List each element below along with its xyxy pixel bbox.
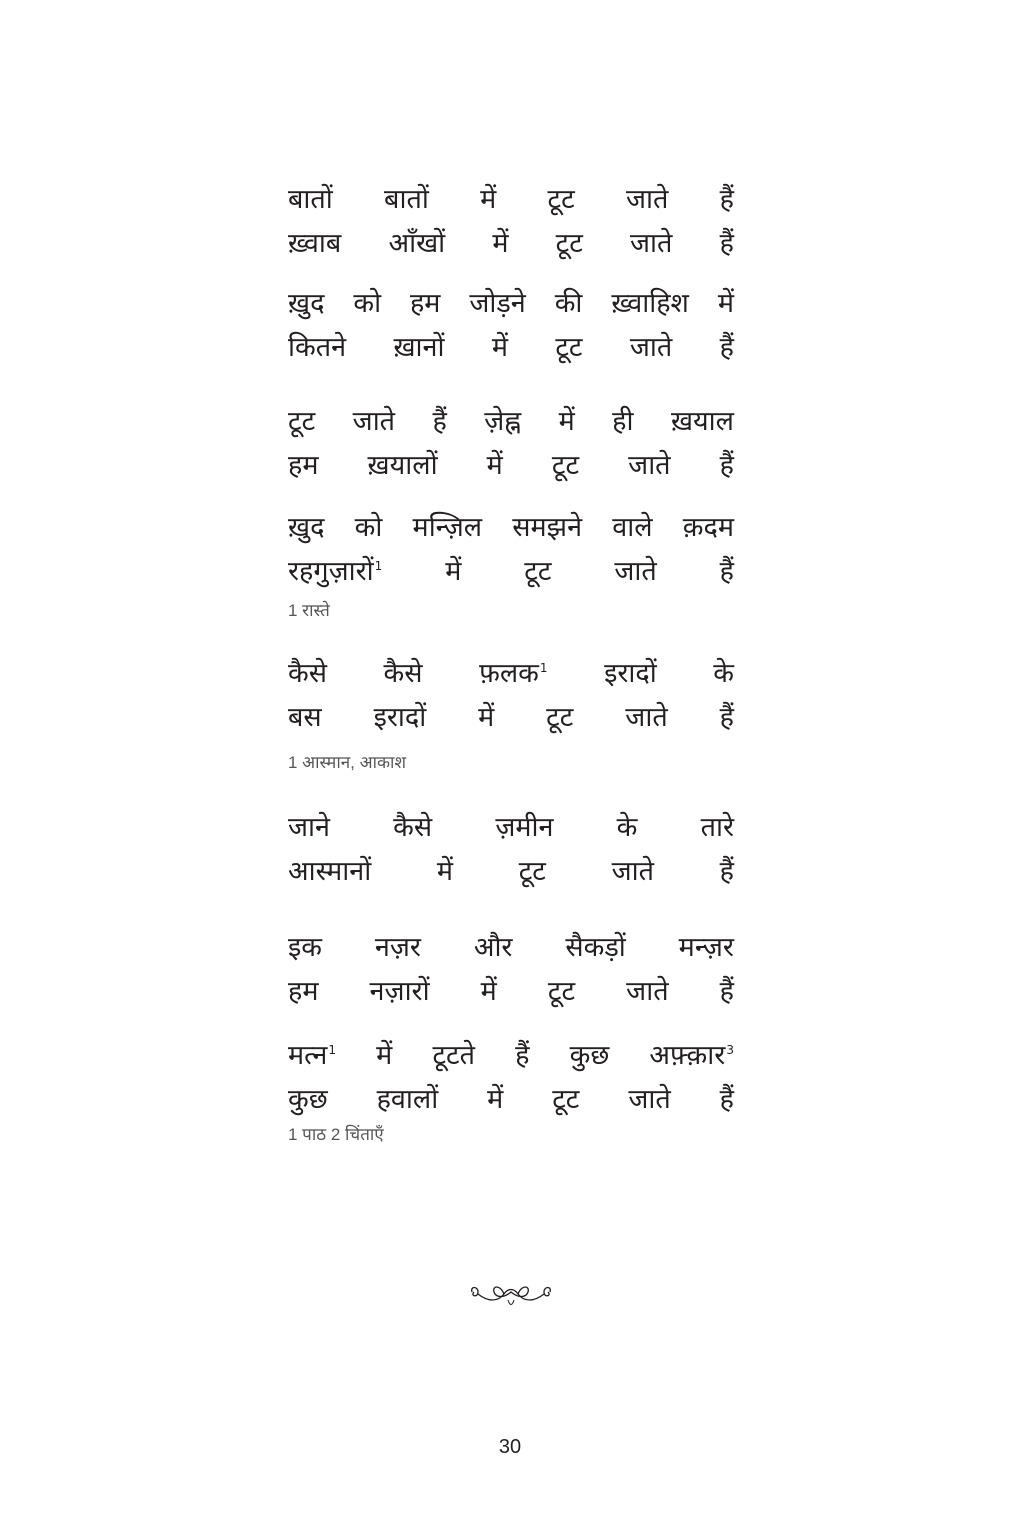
verse-word: टूटते [432, 1040, 476, 1071]
verse-line [288, 506, 734, 550]
verse-line [288, 850, 734, 894]
verse-word: हैं [719, 184, 734, 215]
verse-word: टूट [551, 450, 580, 481]
verse-word: ख़्वाहिश [611, 288, 689, 319]
verse-word: रहगुज़ारों$^1$ [288, 556, 383, 587]
verse-word: ख़ुद [288, 288, 325, 319]
verse-line [288, 400, 734, 444]
stanza [288, 506, 734, 624]
verse-word: जाते [625, 184, 669, 215]
verse-word: बातों [384, 184, 429, 215]
stanza [288, 282, 734, 370]
verse-word: को [354, 512, 383, 543]
verse-word: हैं [432, 406, 447, 437]
verse-word: इरादों [604, 658, 657, 689]
footnote: 1 पाठ 2 चिंताएँ [288, 1125, 384, 1144]
verse-word: टूट [547, 976, 576, 1007]
verse-word: ही [612, 406, 634, 437]
verse-word: जाने [288, 812, 331, 843]
verse-line [288, 1078, 734, 1122]
verse-word: में [478, 702, 495, 733]
verse-word: जाते [614, 556, 657, 587]
verse-word: में [445, 556, 462, 587]
stanza [288, 926, 734, 1014]
verse-line [288, 806, 734, 850]
verse-word: मन्ज़र [678, 932, 734, 963]
verse-word: कैसे [288, 658, 327, 689]
verse-line [288, 696, 734, 740]
verse-word: बस [288, 702, 322, 733]
verse-word: ख़याल [670, 406, 734, 437]
verse-word: हम [409, 288, 441, 319]
verse-word: कुछ [569, 1040, 610, 1071]
footnote-marker: 1 [539, 661, 548, 675]
verse-word: जाते [628, 1084, 671, 1115]
verse-word: में [436, 856, 454, 887]
verse-word: हम [288, 450, 319, 481]
verse-line [288, 1034, 734, 1078]
stanza [288, 178, 734, 266]
verse-word: ख़्वाब [288, 228, 342, 259]
verse-word: मन्ज़िल [412, 512, 483, 543]
verse-word: टूट [288, 406, 316, 437]
verse-word: इरादों [373, 702, 427, 733]
verse-line [288, 550, 734, 594]
verse-word: टूट [547, 184, 575, 215]
verse-word: समझने [512, 512, 583, 543]
verse-word: हवालों [376, 1084, 439, 1115]
verse-word: कुछ [288, 1084, 328, 1115]
verse-word: हैं [719, 332, 734, 363]
verse-word: हैं [719, 450, 734, 481]
verse-line [288, 326, 734, 370]
verse-word: में [491, 332, 508, 363]
verse-word: में [376, 1040, 393, 1071]
stanza [288, 400, 734, 488]
stanza [288, 652, 734, 776]
verse-word: में [487, 1084, 504, 1115]
verse-word: ज़ेह्न [484, 406, 522, 437]
verse-word: हैं [719, 556, 734, 587]
verse-word: में [492, 228, 509, 259]
stanza [288, 806, 734, 894]
verse-word: हैं [719, 856, 734, 887]
verse-word: इक [288, 932, 322, 963]
verse-word: तारे [700, 812, 734, 843]
flourish-ornament-icon [468, 1280, 554, 1310]
verse-word: वाले [612, 512, 653, 543]
verse-line [288, 444, 734, 488]
verse-word: फ़लक$^1$ [479, 658, 548, 689]
verse-word: की [554, 288, 583, 319]
verse-word: टूट [555, 332, 583, 363]
verse-word: अफ़्क़ार$^3$ [649, 1040, 734, 1071]
verse-word: में [558, 406, 575, 437]
verse-word: टूट [552, 1084, 580, 1115]
verse-word: जाते [628, 450, 671, 481]
footnote: 1 आस्मान, आकाश [288, 753, 407, 772]
verse-word: जोड़ने [469, 288, 526, 319]
footnote-marker: 1 [328, 1043, 337, 1057]
verse-word: कैसे [383, 658, 423, 689]
verse-word: मत्न$^1$ [288, 1040, 337, 1071]
verse-word: हम [288, 976, 319, 1007]
verse-word: जाते [625, 702, 668, 733]
verse-word: सैकड़ों [565, 932, 626, 963]
verse-word: हैं [719, 702, 734, 733]
verse-word: को [353, 288, 382, 319]
verse-word: हैं [719, 976, 734, 1007]
verse-word: और [473, 932, 513, 963]
verse-line [288, 282, 734, 326]
verse-word: जाते [611, 856, 654, 887]
stanza [288, 1034, 734, 1148]
verse-word: हैं [719, 1084, 734, 1115]
verse-word: जाते [626, 976, 669, 1007]
page-number: 30 [498, 1436, 522, 1458]
verse-word: जाते [352, 406, 396, 437]
verse-word: के [616, 812, 638, 843]
verse-word: टूट [518, 856, 546, 887]
footnote: 1 रास्ते [288, 601, 330, 620]
verse-line [288, 652, 734, 696]
verse-word: नज़र [374, 932, 421, 963]
verse-word: ख़यालों [367, 450, 438, 481]
verse-word: टूट [524, 556, 552, 587]
verse-word: ख़ानों [393, 332, 445, 363]
verse-word: क़दम [682, 512, 734, 543]
verse-word: में [480, 976, 497, 1007]
verse-word: जाते [630, 228, 673, 259]
verse-word: में [480, 184, 497, 215]
verse-word: के [713, 658, 734, 689]
verse-line [288, 178, 734, 222]
verse-word: कितने [288, 332, 347, 363]
verse-word: टूट [546, 702, 574, 733]
poem [288, 178, 734, 1148]
verse-word: में [717, 288, 734, 319]
verse-word: ख़ुद [288, 512, 325, 543]
verse-word: बातों [288, 184, 333, 215]
verse-word: आँखों [388, 228, 446, 259]
footnote-marker: 1 [374, 559, 383, 573]
verse-line [288, 970, 734, 1014]
footnote-marker: 3 [726, 1043, 734, 1057]
verse-word: ज़मीन [495, 812, 554, 843]
verse-word: हैं [719, 228, 734, 259]
verse-word: आस्मानों [288, 856, 372, 887]
verse-line [288, 222, 734, 266]
verse-word: कैसे [393, 812, 433, 843]
verse-word: में [486, 450, 503, 481]
verse-word: नज़ारों [369, 976, 430, 1007]
verse-line [288, 926, 734, 970]
verse-word: टूट [555, 228, 583, 259]
verse-word: हैं [515, 1040, 530, 1071]
verse-word: जाते [629, 332, 673, 363]
